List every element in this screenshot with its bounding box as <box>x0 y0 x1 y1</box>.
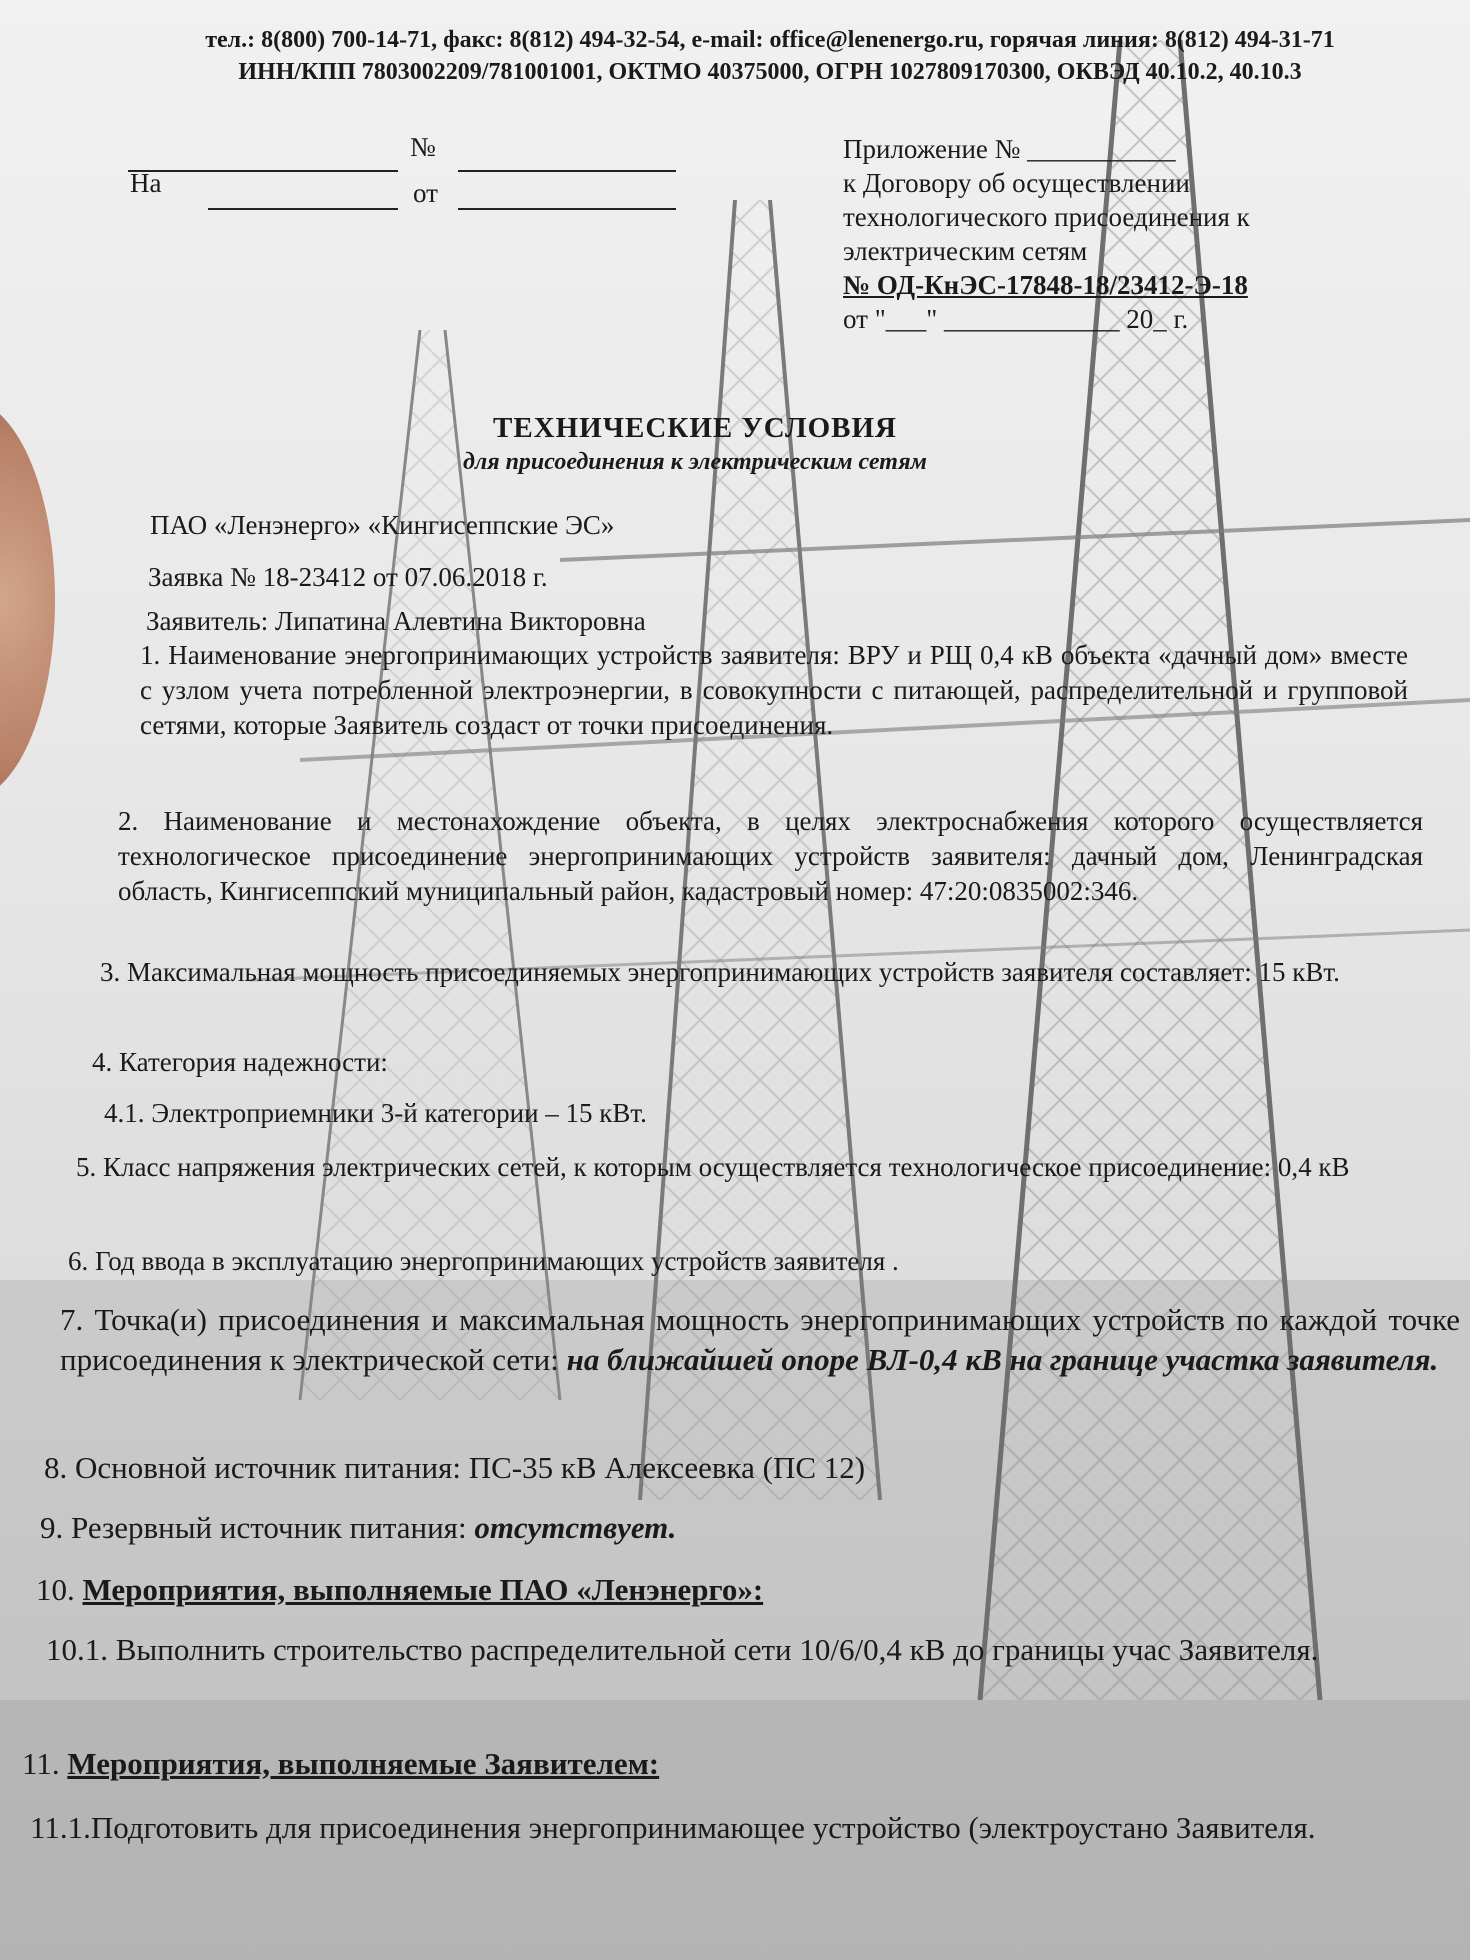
na-label: На <box>130 168 162 198</box>
item-9-status: отсутствует. <box>474 1510 677 1545</box>
item-4: 4. Категория надежности: <box>92 1047 388 1077</box>
item-3: 3. Максимальная мощность присоединяемых энергопринимающих устройств заявителя составляет: 15 кВт. <box>100 957 1340 987</box>
blank-line <box>208 208 398 210</box>
from-label: от <box>413 178 438 208</box>
item-4-1: 4.1. Электроприемники 3-й категории – 15 кВт. <box>104 1098 647 1128</box>
blank-line <box>458 208 676 210</box>
appendix-line: к Договору об осуществлении <box>843 168 1190 198</box>
item-11-number: 11. <box>22 1746 60 1781</box>
title-sub: для присоединения к электрическим сетям <box>463 449 927 475</box>
contract-date: от "___" _____________ 20_ г. <box>843 304 1189 334</box>
item-10 <box>36 1570 763 1610</box>
document-title <box>330 412 1060 476</box>
appendix-line: технологического присоединения к <box>843 202 1250 232</box>
item-10-1: 10.1. Выполнить строительство распределительной сети 10/6/0,4 кВ до границы учас Заявителя. <box>46 1632 1319 1667</box>
item-7-text: 7. Точка(и) присоединения и максимальная мощность энергопринимающих устройств по каждой точке присоединения к электрической сети: <box>60 1302 1460 1377</box>
organization: ПАО «Ленэнерго» «Кингисеппские ЭС» <box>150 510 615 540</box>
item-9-text: 9. Резервный источник питания: <box>40 1510 467 1545</box>
letterhead <box>130 24 1410 88</box>
blank-line <box>128 170 398 172</box>
number-label: № <box>410 132 436 162</box>
appendix-line: Приложение № ___________ <box>843 134 1176 164</box>
appendix-reference <box>843 132 1403 336</box>
item-10-heading: Мероприятия, выполняемые ПАО «Ленэнерго»: <box>82 1572 764 1607</box>
title-main: ТЕХНИЧЕСКИЕ УСЛОВИЯ <box>492 412 897 444</box>
applicant-name: Заявитель: Липатина Алевтина Викторовна <box>146 606 646 636</box>
item-7-connection-point: на ближайшей опоре ВЛ-0,4 кВ на границе участка заявителя. <box>566 1342 1439 1377</box>
item-5: 5. Класс напряжения электрических сетей, к которым осуществляется технологическое присоединение: 0,4 кВ <box>76 1152 1350 1182</box>
item-11 <box>22 1744 659 1784</box>
blank-line <box>458 170 676 172</box>
application-number: Заявка № 18-23412 от 07.06.2018 г. <box>148 562 548 592</box>
item-6: 6. Год ввода в эксплуатацию энергопринимающих устройств заявителя . <box>68 1246 899 1276</box>
item-8: 8. Основной источник питания: ПС-35 кВ Алексеевка (ПС 12) <box>44 1450 866 1485</box>
appendix-line: электрическим сетям <box>843 236 1088 266</box>
registration-fields <box>128 132 688 222</box>
contract-number: № ОД-КнЭС-17848-18/23412-Э-18 <box>843 270 1248 300</box>
item-10-number: 10. <box>36 1572 75 1607</box>
item-2: 2. Наименование и местонахождение объекта, в целях электроснабжения которого осуществляется технологическое присоединение энергопринимающих устройств заявителя: дачный дом, Ленинградская область, Кингисеппский муниципальный район, кадастровый номер: 47:20:0835002:346. <box>118 806 1423 906</box>
item-11-heading: Мероприятия, выполняемые Заявителем: <box>67 1746 660 1781</box>
contact-line: тел.: 8(800) 700-14-71, факс: 8(812) 494-32-54, e-mail: office@lenenergo.ru, горячая линия: 8(812) 494-31-71 <box>205 27 1335 53</box>
item-11-1: 11.1.Подготовить для присоединения энергопринимающее устройство (электроустано Заявителя. <box>30 1810 1316 1845</box>
item-9 <box>40 1508 676 1548</box>
registry-codes-line: ИНН/КПП 7803002209/781001001, ОКТМО 40375000, ОГРН 1027809170300, ОКВЭД 40.10.2, 40.10.3 <box>238 59 1302 85</box>
item-1: 1. Наименование энергопринимающих устройств заявителя: ВРУ и РЩ 0,4 кВ объекта «дачный дом» вместе с узлом учета потребленной электроэнергии, в совокупности с питающей, распределительной и групповой сетями, которые Заявитель создаст от точки присоединения. <box>140 640 1408 740</box>
item-7 <box>60 1300 1460 1380</box>
